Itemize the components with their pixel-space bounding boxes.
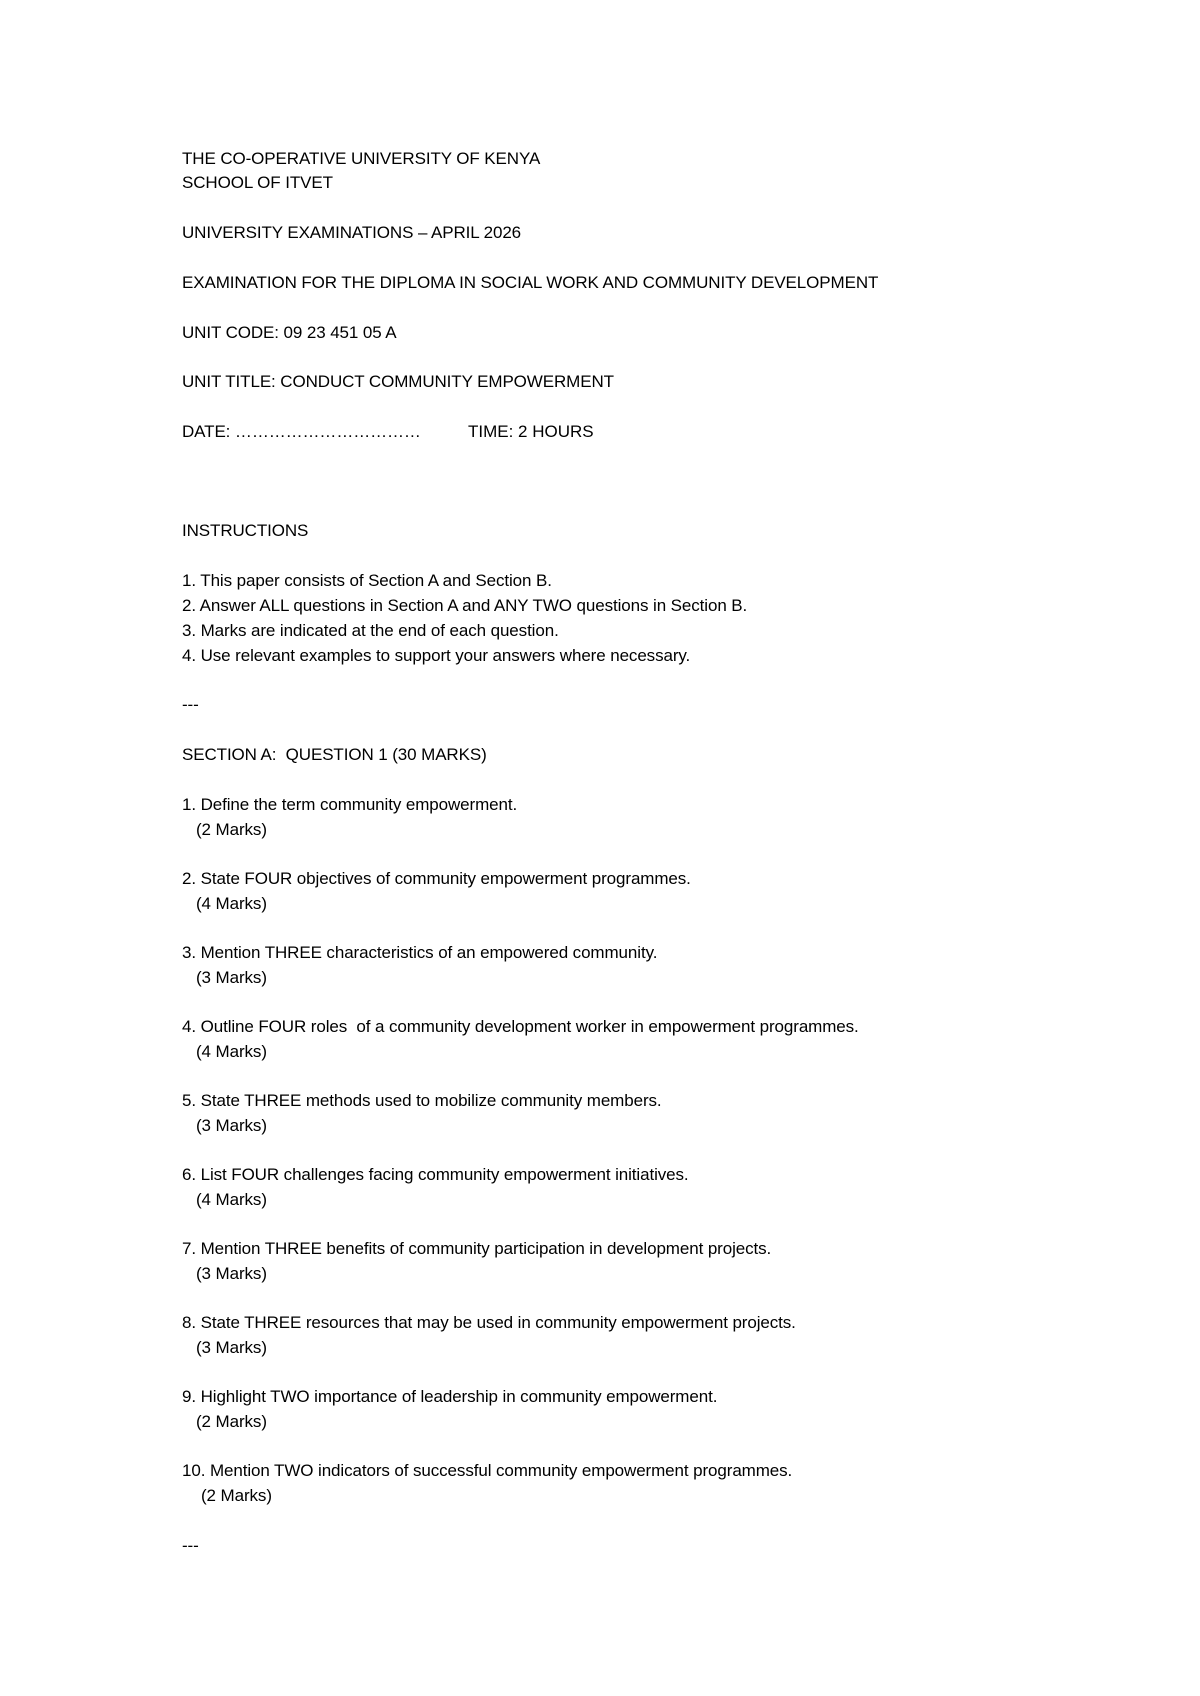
question-text: 4. Outline FOUR roles of a community development worker in empowerment programmes. xyxy=(182,1017,859,1036)
exam-session: UNIVERSITY EXAMINATIONS – APRIL 2026 xyxy=(182,223,522,242)
question-marks: (4 Marks) xyxy=(196,1190,267,1209)
unit-code: UNIT CODE: 09 23 451 05 A xyxy=(182,323,397,342)
question-text: 8. State THREE resources that may be used in community empowerment projects. xyxy=(182,1313,796,1332)
question-marks: (4 Marks) xyxy=(196,894,267,913)
instruction-item: 4. Use relevant examples to support your answers where necessary. xyxy=(182,646,691,665)
question-marks: (2 Marks) xyxy=(196,820,267,839)
question-marks: (3 Marks) xyxy=(196,1338,267,1357)
question-text: 7. Mention THREE benefits of community participation in development projects. xyxy=(182,1239,772,1258)
unit-title: UNIT TITLE: CONDUCT COMMUNITY EMPOWERMENT xyxy=(182,372,614,391)
question-text: 6. List FOUR challenges facing community empowerment initiatives. xyxy=(182,1165,689,1184)
instruction-item: 1. This paper consists of Section A and Section B. xyxy=(182,571,552,590)
school-name: SCHOOL OF ITVET xyxy=(182,173,333,192)
exam-time: TIME: 2 HOURS xyxy=(468,422,594,441)
university-name: THE CO-OPERATIVE UNIVERSITY OF KENYA xyxy=(182,149,541,168)
section-a-heading: SECTION A: QUESTION 1 (30 MARKS) xyxy=(182,745,487,764)
question-text: 10. Mention TWO indicators of successful community empowerment programmes. xyxy=(182,1461,793,1480)
instruction-item: 2. Answer ALL questions in Section A and ANY TWO questions in Section B. xyxy=(182,596,748,615)
instruction-item: 3. Marks are indicated at the end of each question. xyxy=(182,621,559,640)
question-marks: (2 Marks) xyxy=(196,1412,267,1431)
question-marks: (2 Marks) xyxy=(201,1486,272,1505)
question-text: 3. Mention THREE characteristics of an empowered community. xyxy=(182,943,658,962)
exam-title: EXAMINATION FOR THE DIPLOMA IN SOCIAL WORK AND COMMUNITY DEVELOPMENT xyxy=(182,273,879,292)
question-text: 1. Define the term community empowerment. xyxy=(182,795,518,814)
question-text: 9. Highlight TWO importance of leadership in community empowerment. xyxy=(182,1387,718,1406)
instructions-heading: INSTRUCTIONS xyxy=(182,521,309,540)
question-marks: (3 Marks) xyxy=(196,1116,267,1135)
separator: --- xyxy=(182,695,199,714)
question-marks: (3 Marks) xyxy=(196,1264,267,1283)
question-text: 2. State FOUR objectives of community empowerment programmes. xyxy=(182,869,691,888)
question-marks: (4 Marks) xyxy=(196,1042,267,1061)
question-text: 5. State THREE methods used to mobilize community members. xyxy=(182,1091,662,1110)
question-marks: (3 Marks) xyxy=(196,968,267,987)
separator: --- xyxy=(182,1536,199,1555)
exam-date: DATE: …………………………… xyxy=(182,422,421,441)
